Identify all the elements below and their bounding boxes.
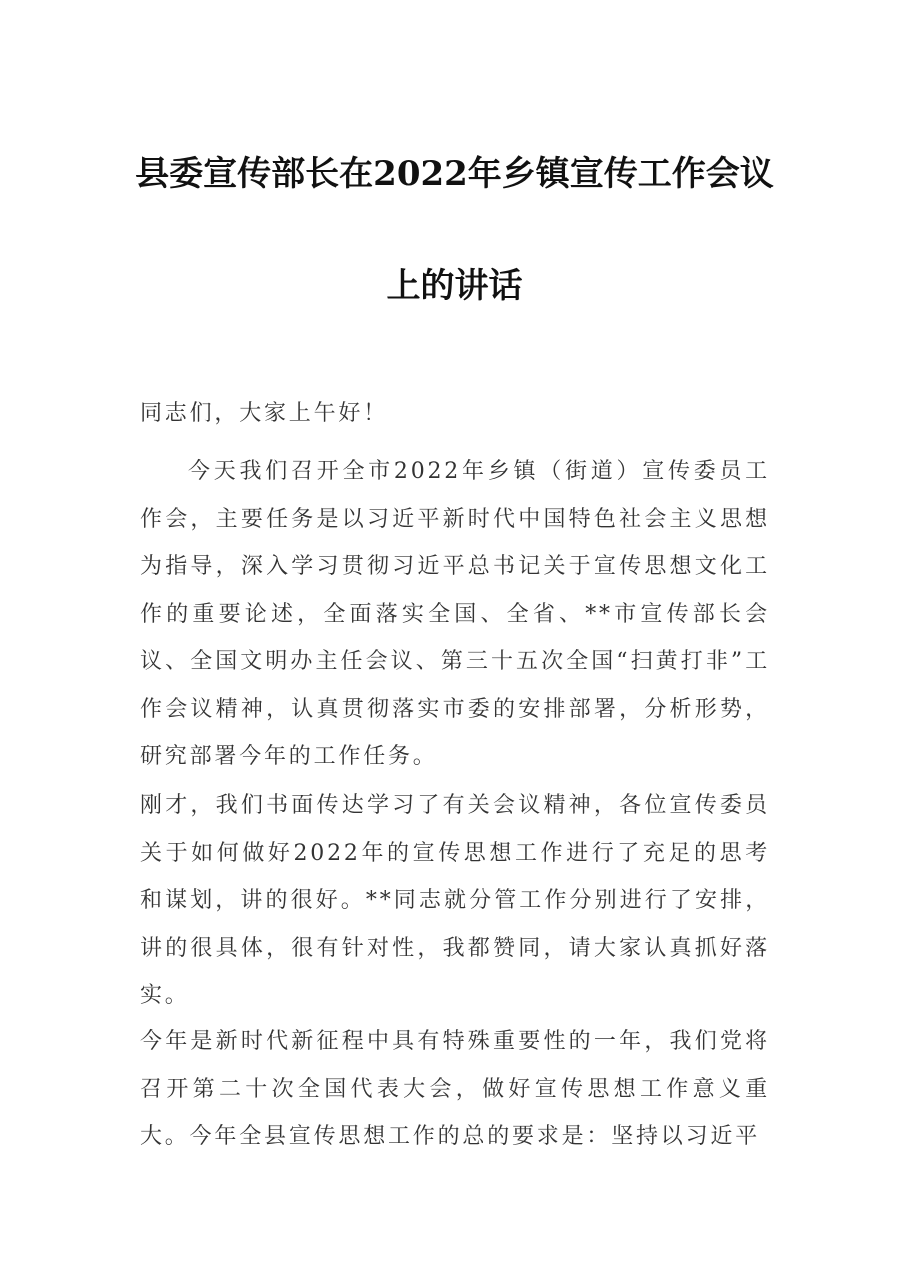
paragraph-3: 今年是新时代新征程中具有特殊重要性的一年，我们党将召开第二十次全国代表大会，做好宣传思想工作意义重大。今年全县宣传思想工作的总的要求是：坚持以习近平	[140, 1029, 770, 1149]
greeting-text: 同志们，大家上午好！	[140, 401, 389, 426]
document-title-line-2: 上的讲话	[386, 266, 523, 306]
paragraph-1: 今天我们召开全市2022年乡镇（街道）宣传委员工作会，主要任务是以习近平新时代中国特色社会主义思想为指导，深入学习贯彻习近平总书记关于宣传思想文化工作的重要论述，全面落实全国、全省、**市宣传部长会议、全国文明办主任会议、第三十五次全国“扫黄打非”工作会议精神，认真贯彻落实市委的安排部署，分析形势，研究部署今年的工作任务。	[140, 459, 770, 769]
document-title-line-1: 县委宣传部长在2022年乡镇宣传工作会议	[135, 154, 774, 194]
paragraph-2: 刚才，我们书面传达学习了有关会议精神，各位宣传委员关于如何做好2022年的宣传思想工作进行了充足的思考和谋划，讲的很好。**同志就分管工作分别进行了安排，讲的很具体，很有针对性，我都赞同，请大家认真抓好落实。	[140, 793, 770, 1008]
